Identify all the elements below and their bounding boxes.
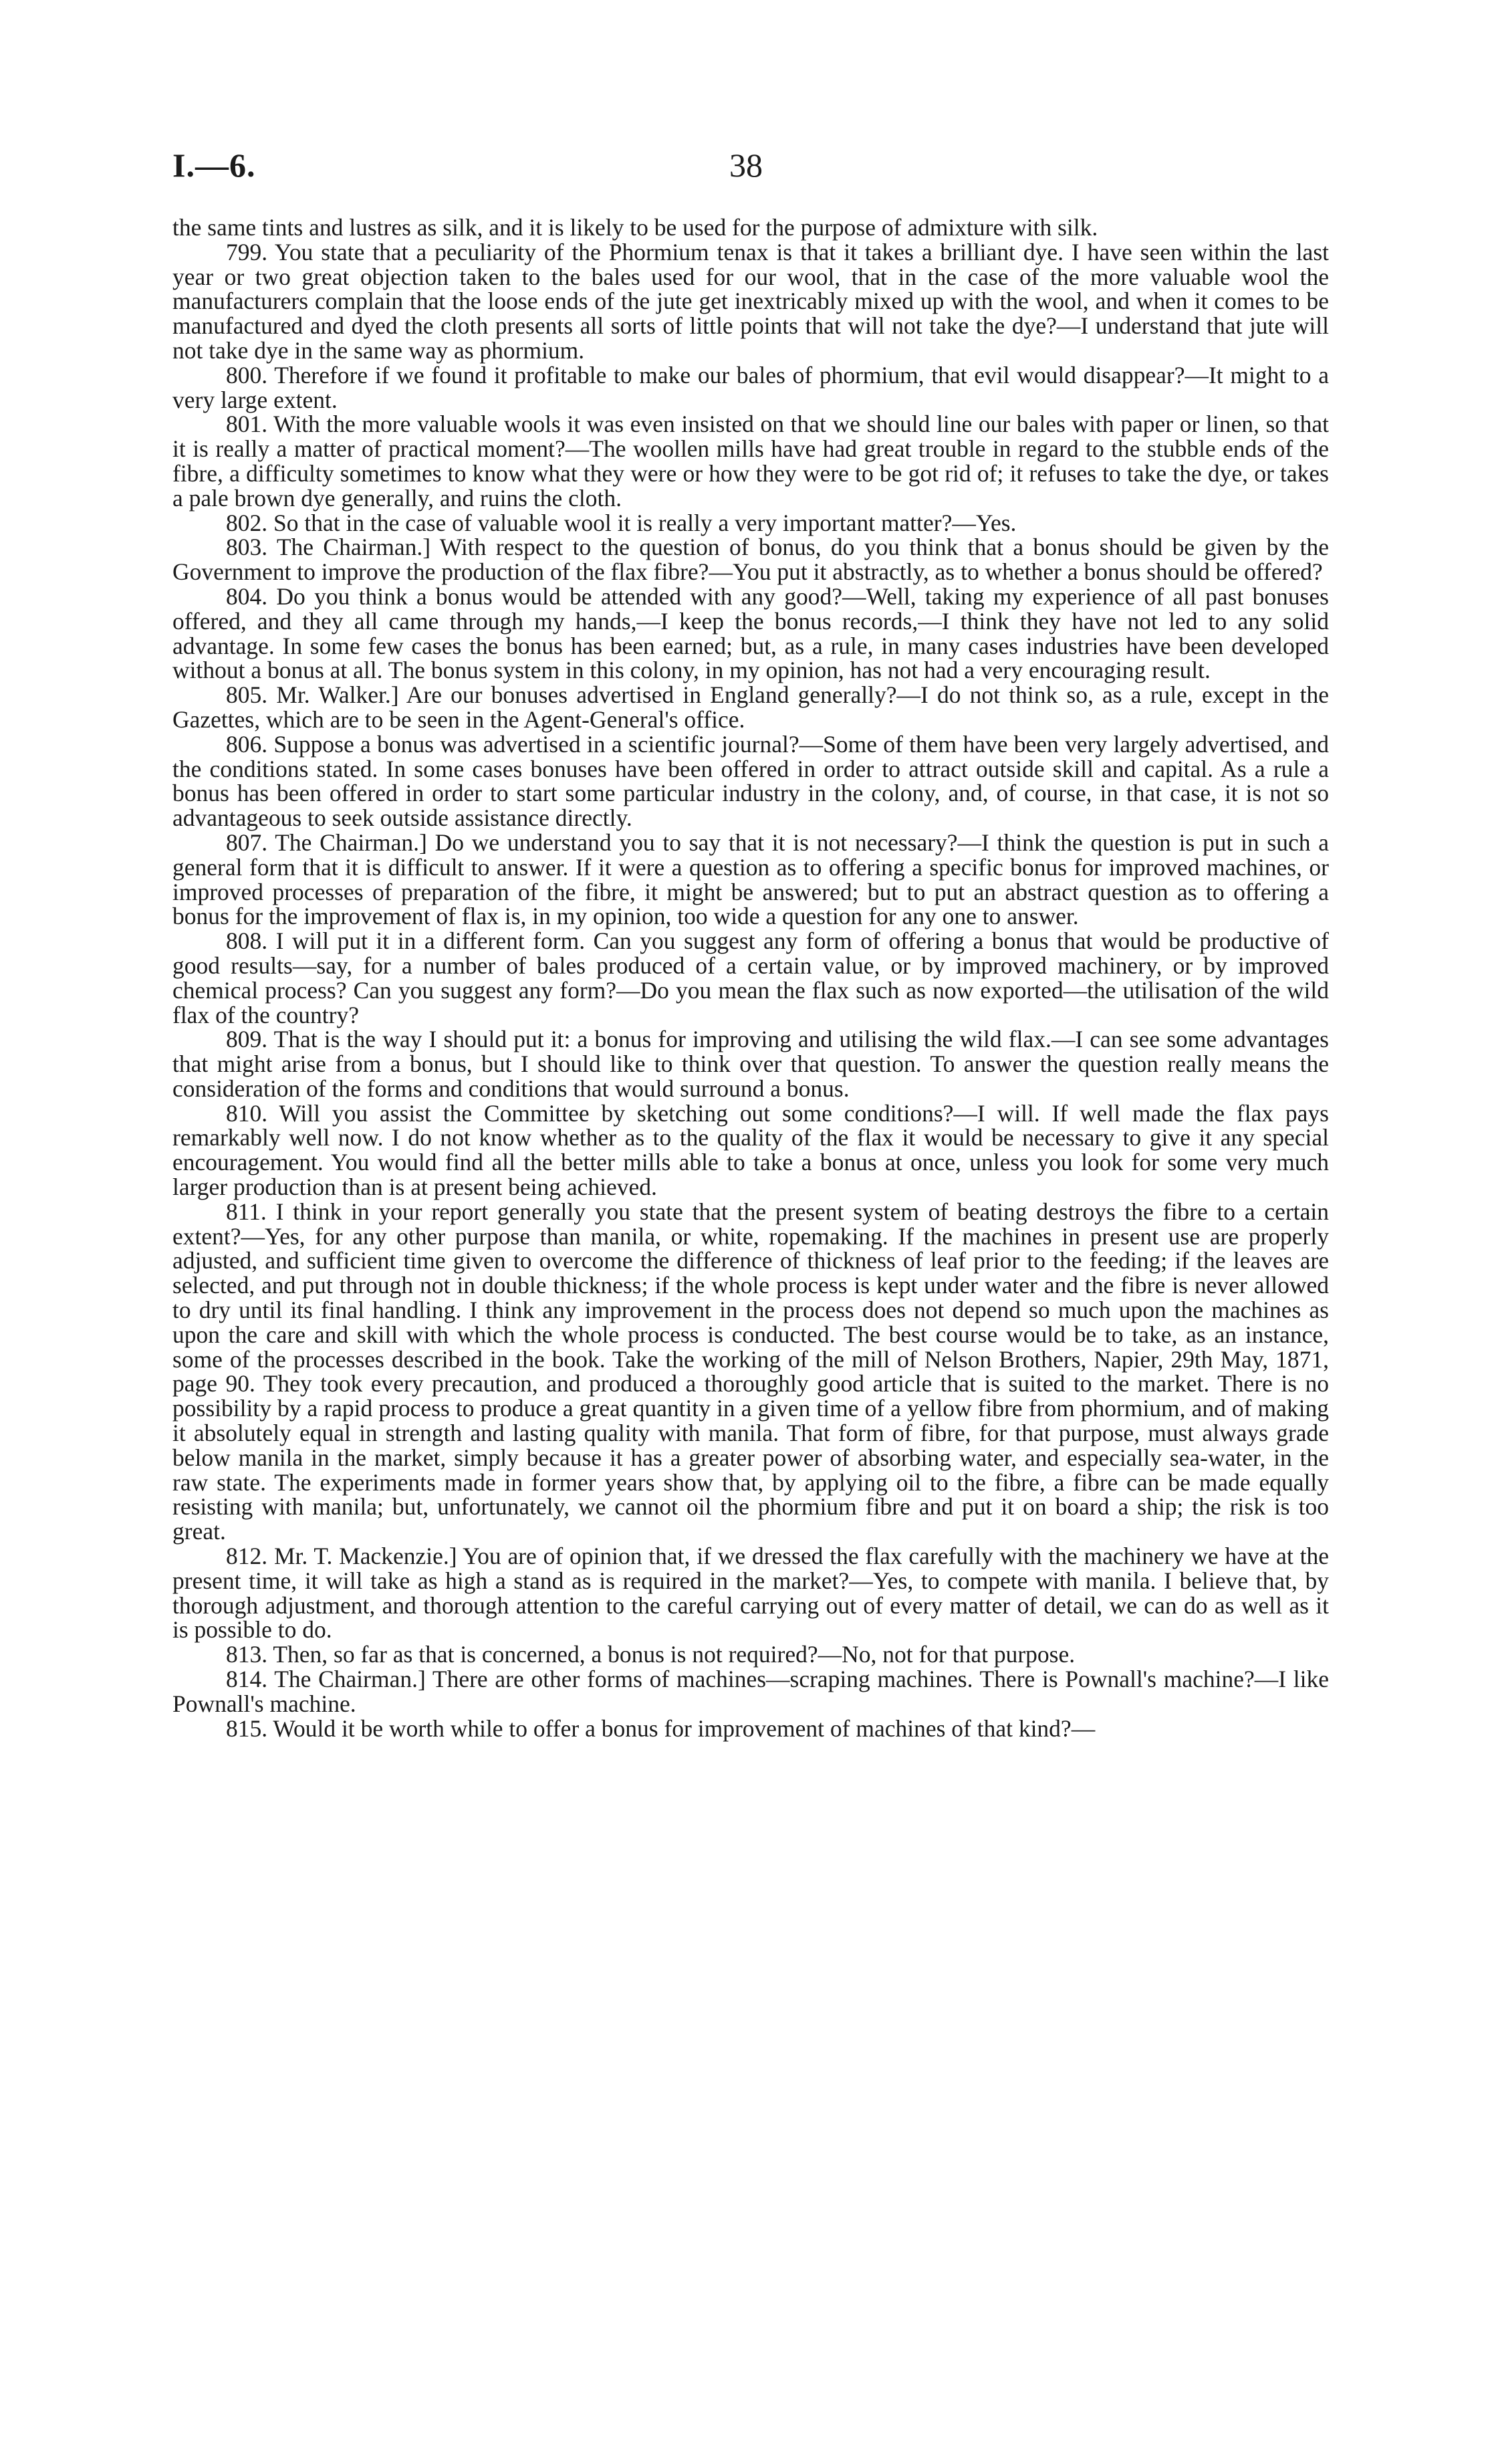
paragraph: 804. Do you think a bonus would be attended with any good?—Well, taking my experience of all past bonuses offered, and they all came through my hands,—I keep the bonus records,—I think they have not led to any solid advantage. In some few cases the bonus has been earned; but, as a rule, in many cases industries have been developed without a bonus at all. The bonus system in this colony, in my opinion, has not had a very encouraging result. — [172, 582, 1329, 684]
paragraph: 803. The Chairman.] With respect to the question of bonus, do you think that a bonus should be given by the Government to improve the production of the flax fibre?—You put it abstractly, as to whether a bonus should be offered? — [172, 534, 1329, 586]
paragraph: 806. Suppose a bonus was advertised in a scientific journal?—Some of them have been very largely advertised, and the conditions stated. In some cases bonuses have been offered in order to attract outside skill and capital. As a rule a bonus has been offered in order to start some particular industry in the colony, and, of course, in that case, it is not so advantageous to seek outside assistance directly. — [172, 730, 1329, 832]
paragraph: 807. The Chairman.] Do we understand you to say that it is not necessary?—I think the question is put in such a general form that it is difficult to answer. If it were a question as to offering a specific bonus for improved machines, or improved processes of preparation of the fibre, it might be answered; but to put an abstract question as to offering a bonus for the improvement of flax is, in my opinion, too wide a question for any one to answer. — [172, 828, 1329, 930]
document-reference: I.—6. — [172, 146, 256, 184]
paragraph: 811. I think in your report generally you state that the present system of beating destroys the fibre to a certain extent?—Yes, for any other purpose than manila, or white, ropemaking. If the machines in present use are properly adjusted, and sufficient time given to overcome the difference of thickness of leaf prior to the feeding; if the leaves are selected, and put through not in double thickness; if the whole process is kept under water and the fibre is never allowed to dry until its final handling. I think any improvement in the process does not depend so much upon the machines as upon the care and skill with which the whole process is conducted. The best course would be to take, as an instance, some of the processes described in the book. Take the working of the mill of Nelson Brothers, Napier, 29th May, 1871, page 90. They took every precaution, and produced a thoroughly good article that is suited to the market. There is no possibility by a rapid process to produce a great quantity in a given time of a yellow fibre from phormium, and of making it absolutely equal in strength and lasting quality with manila. That form of fibre, for that purpose, must always grade below manila in the market, simply because it has a greater power of absorbing water, and especially sea-water, in the raw state. The experiments made in former years show that, by applying oil to the fibre, a fibre can be made equally resisting with manila; but, unfortunately, we cannot oil the phormium fibre and put it on board a ship; the risk is too great. — [172, 1198, 1329, 1545]
paragraph: 815. Would it be worth while to offer a bonus for improvement of machines of that kind?— — [226, 1714, 1096, 1742]
evidence-text — [172, 215, 1329, 1741]
page-number: 38 — [729, 146, 763, 184]
paragraph: 814. The Chairman.] There are other forms of machines—scraping machines. There is Pownall's machine?—I like Pownall's machine. — [172, 1666, 1329, 1717]
paragraph: 810. Will you assist the Committee by sketching out some conditions?—I will. If well made the flax pays remarkably well now. I do not know whether as to the quality of the flax it would be necessary to give it any special encouragement. You would find all the better mills able to take a bonus at once, unless you look for some very much larger production than is at present being achieved. — [172, 1099, 1329, 1201]
paragraph: 802. So that in the case of valuable wool it is really a very important matter?—Yes. — [226, 509, 1017, 536]
paragraph: 808. I will put it in a different form. Can you suggest any form of offering a bonus that would be productive of good results—say, for a number of bales produced of a certain value, or by improved machinery, or by improved chemical process? Can you suggest any form?—Do you mean the flax such as now exported—the utilisation of the wild flax of the country? — [172, 927, 1329, 1028]
paragraph: the same tints and lustres as silk, and it is likely to be used for the purpose of admixture with silk. — [172, 214, 1098, 241]
paragraph: 801. With the more valuable wools it was even insisted on that we should line our bales with paper or linen, so that it is really a matter of practical moment?—The woollen mills have had great trouble in regard to the stubble ends of the fibre, a difficulty sometimes to know what they were or how they were to be got rid of; it refuses to take the dye, or takes a pale brown dye generally, and ruins the cloth. — [172, 411, 1329, 512]
page-header — [172, 146, 1320, 186]
paragraph: 800. Therefore if we found it profitable to make our bales of phormium, that evil would disappear?—It might to a very large extent. — [172, 361, 1329, 413]
paragraph: 805. Mr. Walker.] Are our bonuses advertised in England generally?—I do not think so, as a rule, except in the Gazettes, which are to be seen in the Agent-General's office. — [172, 681, 1329, 733]
paragraph: 812. Mr. T. Mackenzie.] You are of opinion that, if we dressed the flax carefully with the machinery we have at the present time, it will take as high a stand as is required in the market?—Yes, to compete with manila. I believe that, by thorough adjustment, and thorough attention to the careful carrying out of every matter of detail, we can do as well as it is possible to do. — [172, 1543, 1329, 1644]
paragraph: 799. You state that a peculiarity of the Phormium tenax is that it takes a brilliant dye. I have seen within the last year or two great objection taken to the bales used for our wool, that in the case of the more valuable wool the manufacturers complain that the loose ends of the jute get inextricably mixed up with the wool, and when it comes to be manufactured and dyed the cloth presents all sorts of little points that will not take the dye?—I understand that jute will not take dye in the same way as phormium. — [172, 238, 1329, 364]
paragraph: 809. That is the way I should put it: a bonus for improving and utilising the wild flax.—I can see some advantages that might arise from a bonus, but I should like to think over that question. To answer the question really means the consideration of the forms and conditions that would surround a bonus. — [172, 1026, 1329, 1102]
paragraph: 813. Then, so far as that is concerned, a bonus is not required?—No, not for that purpose. — [226, 1641, 1076, 1668]
